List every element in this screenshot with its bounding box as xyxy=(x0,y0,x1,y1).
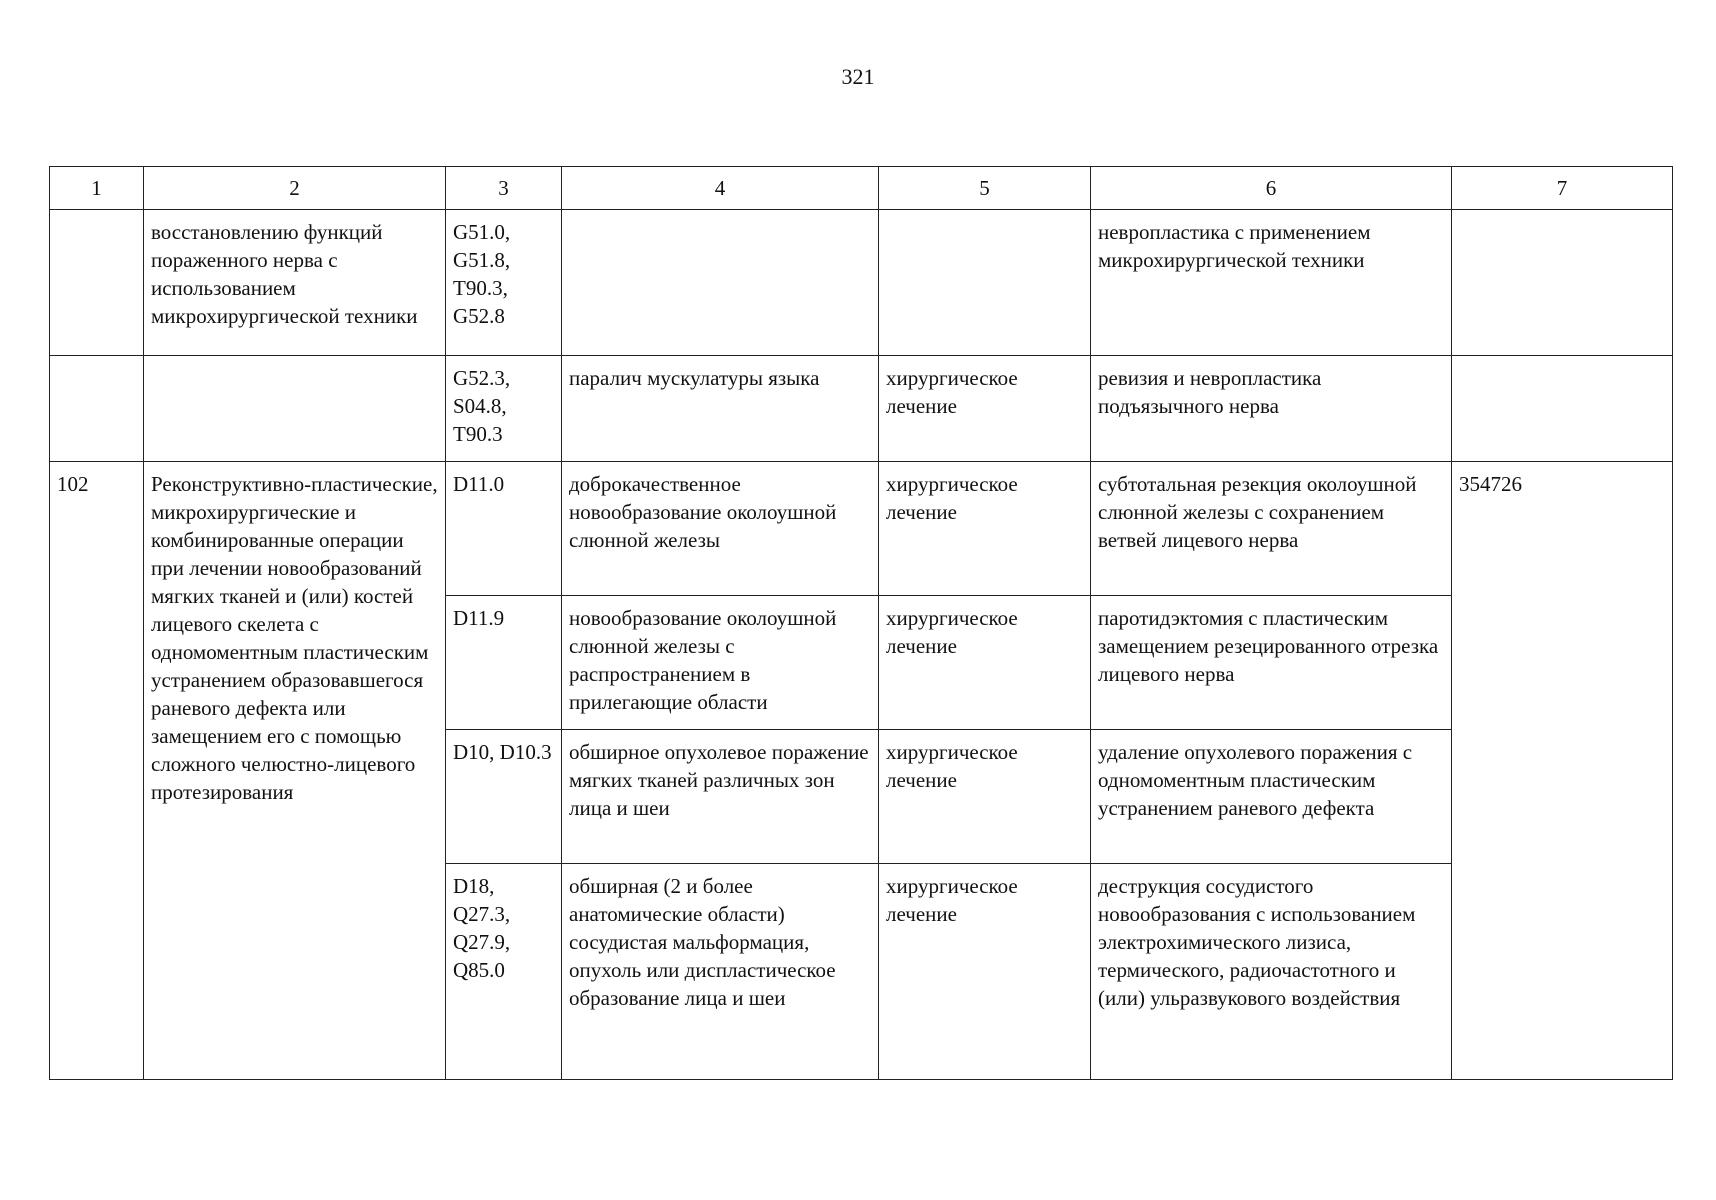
cell-procedure-name: восстановлению функций пораженного нерва с использованием микрохирургической техники xyxy=(144,210,446,356)
column-header-4: 4 xyxy=(562,167,879,210)
cell-icd-codes: D10, D10.3 xyxy=(446,730,562,864)
cell-treatment-type xyxy=(879,210,1091,356)
cell-procedure-name xyxy=(144,356,446,462)
column-header-1: 1 xyxy=(50,167,144,210)
cell-treatment-method: невропластика с применением микрохирургической техники xyxy=(1091,210,1452,356)
cell-icd-codes: G51.0, G51.8, T90.3, G52.8 xyxy=(446,210,562,356)
cell-diagnosis xyxy=(562,210,879,356)
cell-diagnosis: паралич мускулатуры языка xyxy=(562,356,879,462)
cell-cost xyxy=(1452,356,1673,462)
cell-treatment-method: деструкция сосудистого новообразования с использованием электрохимического лизиса, термического, радиочастотного и (или) ульразвукового воздействия xyxy=(1091,864,1452,1080)
cell-icd-codes: G52.3, S04.8, T90.3 xyxy=(446,356,562,462)
cell-treatment-type: хирургическое лечение xyxy=(879,730,1091,864)
column-header-7: 7 xyxy=(1452,167,1673,210)
cell-treatment-method: субтотальная резекция околоушной слюнной железы с сохранением ветвей лицевого нерва xyxy=(1091,462,1452,596)
cell-diagnosis: обширная (2 и более анатомические области) сосудистая мальформация, опухоль или диспластическое образование лица и шеи xyxy=(562,864,879,1080)
cell-treatment-type: хирургическое лечение xyxy=(879,864,1091,1080)
table-row xyxy=(50,356,1673,462)
cell-diagnosis: новообразование околоушной слюнной железы с распространением в прилегающие области xyxy=(562,596,879,730)
cell-diagnosis: обширное опухолевое поражение мягких тканей различных зон лица и шеи xyxy=(562,730,879,864)
table-row xyxy=(50,210,1673,356)
cell-treatment-type: хирургическое лечение xyxy=(879,596,1091,730)
cell-treatment-method: паротидэктомия с пластическим замещением резецированного отрезка лицевого нерва xyxy=(1091,596,1452,730)
column-header-6: 6 xyxy=(1091,167,1452,210)
cell-number xyxy=(50,210,144,356)
page-number: 321 xyxy=(841,64,875,89)
cell-diagnosis: доброкачественное новообразование околоушной слюнной железы xyxy=(562,462,879,596)
header-row xyxy=(50,167,1673,210)
cell-treatment-type: хирургическое лечение xyxy=(879,356,1091,462)
cell-icd-codes: D11.0 xyxy=(446,462,562,596)
column-header-5: 5 xyxy=(879,167,1091,210)
cell-treatment-method: удаление опухолевого поражения с одномоментным пластическим устранением раневого дефекта xyxy=(1091,730,1452,864)
column-header-3: 3 xyxy=(446,167,562,210)
cell-treatment-method: ревизия и невропластика подъязычного нерва xyxy=(1091,356,1452,462)
cell-treatment-type: хирургическое лечение xyxy=(879,462,1091,596)
cell-cost xyxy=(1452,210,1673,356)
cell-number xyxy=(50,356,144,462)
treatment-table xyxy=(49,166,1673,1080)
cell-procedure-name: Реконструктивно-пластические, микрохирургические и комбинированные операции при лечении новообразований мягких тканей и (или) костей лицевого скелета с одномоментным пластическим устранением образовавшегося раневого дефекта или замещением его с помощью сложного челюстно-лицевого протезирования xyxy=(144,462,446,1080)
cell-cost: 354726 xyxy=(1452,462,1673,1080)
table-row xyxy=(50,462,1673,596)
cell-icd-codes: D18, Q27.3, Q27.9, Q85.0 xyxy=(446,864,562,1080)
column-header-2: 2 xyxy=(144,167,446,210)
cell-number: 102 xyxy=(50,462,144,1080)
cell-icd-codes: D11.9 xyxy=(446,596,562,730)
